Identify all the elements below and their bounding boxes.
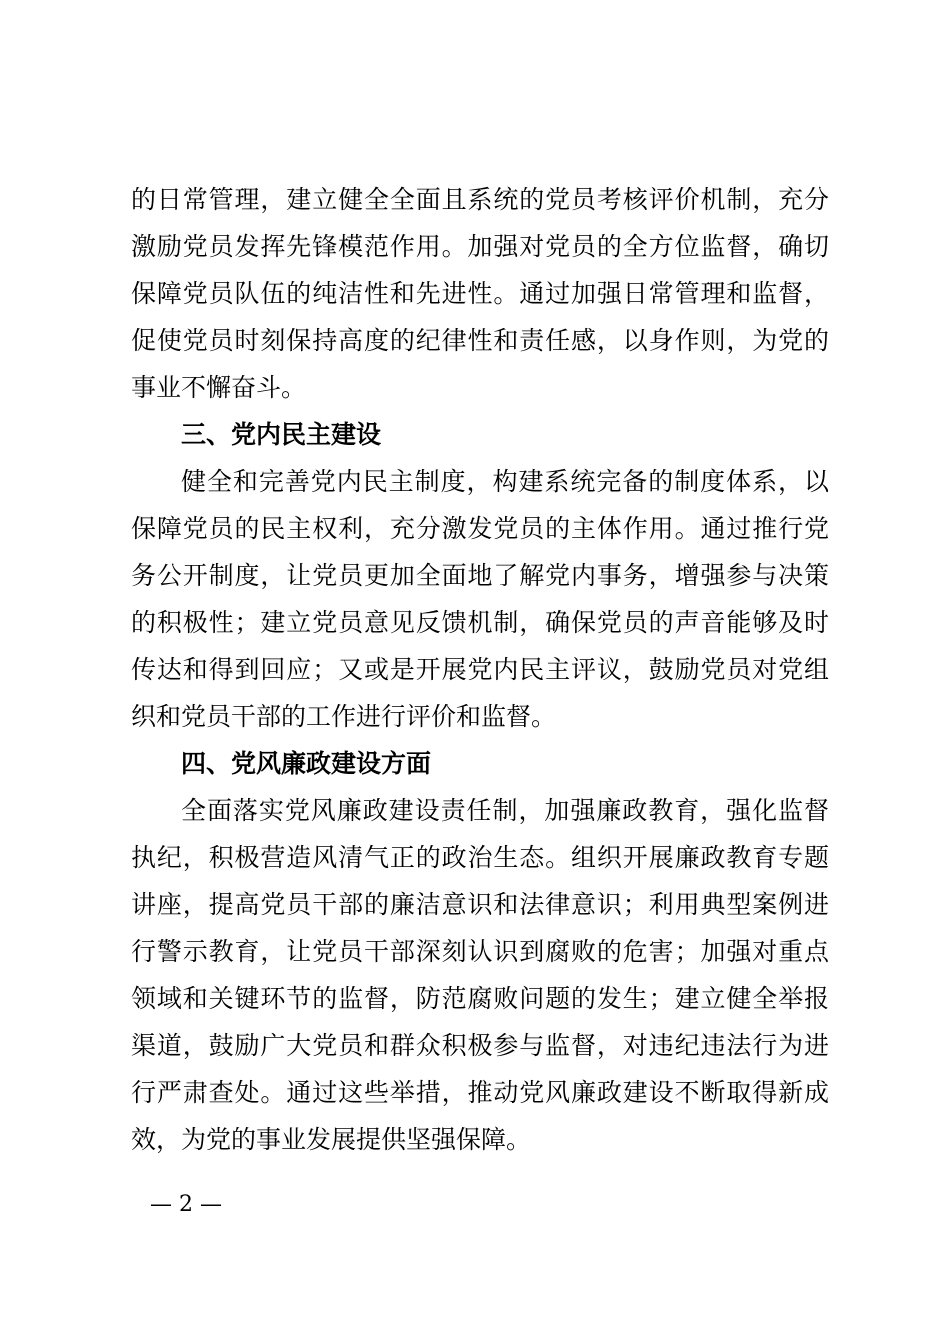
page-number: — 2 — (150, 1192, 222, 1217)
text-line: 织和党员干部的工作进行评价和监督。 (131, 702, 557, 731)
text-line: 行严肃查处。通过这些举措，推动党风廉政建设不断取得新成 (131, 1078, 829, 1107)
text-line: 激励党员发挥先锋模范作用。加强对党员的全方位监督，确切 (131, 232, 829, 261)
text-line: 渠道，鼓励广大党员和群众积极参与监督，对违纪违法行为进 (131, 1031, 829, 1060)
text-line: 行警示教育，让党员干部深刻认识到腐败的危害；加强对重点 (131, 937, 829, 966)
section-3-paragraph (131, 458, 829, 740)
text-line: 的积极性；建立党员意见反馈机制，确保党员的声音能够及时 (131, 608, 829, 637)
section-4-paragraph (131, 787, 829, 1163)
text-line: 效，为党的事业发展提供坚强保障。 (131, 1125, 532, 1154)
text-line: 保障党员队伍的纯洁性和先进性。通过加强日常管理和监督， (131, 279, 829, 308)
text-line: 促使党员时刻保持高度的纪律性和责任感，以身作则，为党的 (131, 326, 829, 355)
text-line: 务公开制度，让党员更加全面地了解党内事务，增强参与决策 (131, 561, 829, 590)
page-body (131, 176, 829, 1163)
continuation-paragraph (131, 176, 829, 411)
text-line: 传达和得到回应；又或是开展党内民主评议，鼓励党员对党组 (131, 655, 829, 684)
section-heading-3: 三、党内民主建设 (181, 420, 382, 449)
text-line: 全面落实党风廉政建设责任制，加强廉政教育，强化监督 (181, 796, 829, 825)
text-line: 健全和完善党内民主制度，构建系统完备的制度体系，以 (181, 467, 829, 496)
text-line: 的日常管理，建立健全全面且系统的党员考核评价机制，充分 (131, 185, 829, 214)
text-line: 领域和关键环节的监督，防范腐败问题的发生；建立健全举报 (131, 984, 829, 1013)
text-line: 讲座，提高党员干部的廉洁意识和法律意识；利用典型案例进 (131, 890, 829, 919)
text-line: 保障党员的民主权利，充分激发党员的主体作用。通过推行党 (131, 514, 829, 543)
section-heading-4: 四、党风廉政建设方面 (181, 749, 432, 778)
text-line: 事业不懈奋斗。 (131, 373, 307, 402)
text-line: 执纪，积极营造风清气正的政治生态。组织开展廉政教育专题 (131, 843, 829, 872)
